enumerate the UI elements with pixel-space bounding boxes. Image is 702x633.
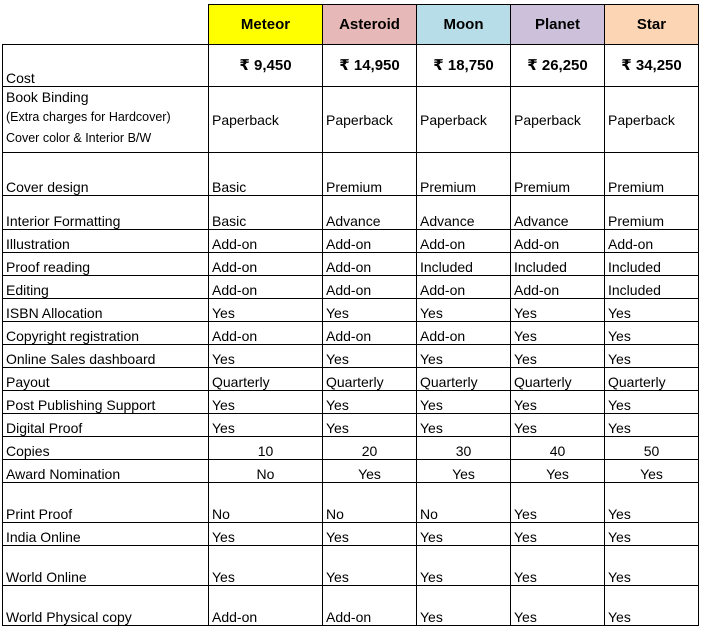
table-cell: 40 <box>511 437 605 460</box>
table-cell: Add-on <box>209 586 323 626</box>
row-label: Digital Proof <box>3 414 209 437</box>
table-row <box>3 437 699 460</box>
row-label: ISBN Allocation <box>3 299 209 322</box>
binding-row <box>3 87 699 153</box>
table-cell: Yes <box>209 546 323 586</box>
table-cell: Advance <box>417 196 511 230</box>
table-row <box>3 483 699 523</box>
table-cell: 30 <box>417 437 511 460</box>
table-cell: Advance <box>511 196 605 230</box>
cost-row <box>3 45 699 87</box>
table-row <box>3 322 699 345</box>
table-cell: Yes <box>511 586 605 626</box>
table-cell: 20 <box>323 437 417 460</box>
table-cell: Yes <box>511 345 605 368</box>
plan-header-meteor: Meteor <box>209 5 323 45</box>
table-cell: Add-on <box>209 253 323 276</box>
row-label: Print Proof <box>3 483 209 523</box>
row-label: Online Sales dashboard <box>3 345 209 368</box>
table-cell: Premium <box>511 153 605 196</box>
table-cell: Add-on <box>323 253 417 276</box>
table-row <box>3 523 699 546</box>
table-cell: Add-on <box>417 322 511 345</box>
table-cell: Yes <box>323 523 417 546</box>
table-cell: Add-on <box>417 276 511 299</box>
table-cell: Yes <box>417 546 511 586</box>
row-label: Copies <box>3 437 209 460</box>
binding-moon: Paperback <box>417 87 511 153</box>
table-cell: Included <box>605 253 699 276</box>
table-cell: Yes <box>511 460 605 483</box>
row-label: India Online <box>3 523 209 546</box>
binding-label-line3: Cover color & Interior B/W <box>6 131 152 145</box>
row-label: World Physical copy <box>3 586 209 626</box>
table-cell: Add-on <box>209 276 323 299</box>
table-cell: Yes <box>511 483 605 523</box>
table-cell: Premium <box>417 153 511 196</box>
cost-meteor: ₹ 9,450 <box>209 45 323 87</box>
table-cell: Yes <box>417 414 511 437</box>
table-row <box>3 153 699 196</box>
cost-label: Cost <box>3 45 209 87</box>
table-cell: Yes <box>417 391 511 414</box>
table-cell: Yes <box>323 391 417 414</box>
table-cell: Add-on <box>323 322 417 345</box>
table-cell: Yes <box>605 586 699 626</box>
table-cell: Yes <box>605 523 699 546</box>
table-cell: Yes <box>605 546 699 586</box>
row-label: Proof reading <box>3 253 209 276</box>
table-row <box>3 460 699 483</box>
table-cell: Included <box>417 253 511 276</box>
table-cell: Add-on <box>417 230 511 253</box>
table-cell: Basic <box>209 153 323 196</box>
table-cell: Basic <box>209 196 323 230</box>
table-cell: Yes <box>323 345 417 368</box>
feature-rows <box>3 153 699 626</box>
table-cell: Add-on <box>209 322 323 345</box>
table-cell: No <box>323 483 417 523</box>
table-cell: Yes <box>209 523 323 546</box>
table-cell: Quarterly <box>209 368 323 391</box>
table-cell: Yes <box>511 322 605 345</box>
table-row <box>3 230 699 253</box>
table-cell: Yes <box>605 299 699 322</box>
plan-header-moon: Moon <box>417 5 511 45</box>
table-cell: Add-on <box>511 230 605 253</box>
binding-label-line2: (Extra charges for Hardcover) <box>6 110 171 124</box>
table-cell: No <box>417 483 511 523</box>
table-cell: Yes <box>511 414 605 437</box>
table-cell: Quarterly <box>417 368 511 391</box>
table-cell: Yes <box>417 586 511 626</box>
row-label: Illustration <box>3 230 209 253</box>
row-label: World Online <box>3 546 209 586</box>
row-label: Payout <box>3 368 209 391</box>
table-row <box>3 196 699 230</box>
table-cell: Yes <box>605 322 699 345</box>
binding-label-line1: Book Binding <box>6 89 89 105</box>
row-label: Post Publishing Support <box>3 391 209 414</box>
table-cell: Yes <box>417 299 511 322</box>
table-cell: Quarterly <box>323 368 417 391</box>
row-label: Cover design <box>3 153 209 196</box>
table-row <box>3 299 699 322</box>
table-cell: Yes <box>417 460 511 483</box>
table-cell: Yes <box>209 414 323 437</box>
cost-moon: ₹ 18,750 <box>417 45 511 87</box>
table-cell: Yes <box>323 460 417 483</box>
table-row <box>3 414 699 437</box>
table-cell: Yes <box>511 523 605 546</box>
table-cell: No <box>209 483 323 523</box>
table-cell: Yes <box>605 391 699 414</box>
table-cell: Yes <box>511 391 605 414</box>
table-cell: Add-on <box>511 276 605 299</box>
row-label: Interior Formatting <box>3 196 209 230</box>
table-cell: Yes <box>209 345 323 368</box>
header-corner <box>3 5 209 45</box>
table-cell: Yes <box>209 299 323 322</box>
table-cell: Premium <box>605 196 699 230</box>
table-cell: Add-on <box>605 230 699 253</box>
binding-asteroid: Paperback <box>323 87 417 153</box>
table-cell: Quarterly <box>511 368 605 391</box>
table-cell: Advance <box>323 196 417 230</box>
table-row <box>3 276 699 299</box>
table-cell: Premium <box>605 153 699 196</box>
table-row <box>3 368 699 391</box>
table-cell: Yes <box>323 546 417 586</box>
binding-label <box>3 87 209 153</box>
table-cell: Yes <box>605 414 699 437</box>
header-row <box>3 5 699 45</box>
table-cell: Yes <box>323 414 417 437</box>
table-row <box>3 345 699 368</box>
table-cell: Add-on <box>323 586 417 626</box>
table-cell: Add-on <box>323 230 417 253</box>
table-cell: 50 <box>605 437 699 460</box>
table-cell: Yes <box>323 299 417 322</box>
table-row <box>3 391 699 414</box>
table-cell: Yes <box>605 460 699 483</box>
binding-planet: Paperback <box>511 87 605 153</box>
table-cell: Yes <box>511 299 605 322</box>
row-label: Copyright registration <box>3 322 209 345</box>
table-cell: Premium <box>323 153 417 196</box>
plan-header-star: Star <box>605 5 699 45</box>
table-cell: Included <box>511 253 605 276</box>
table-row <box>3 253 699 276</box>
cost-star: ₹ 34,250 <box>605 45 699 87</box>
row-label: Award Nomination <box>3 460 209 483</box>
table-cell: Add-on <box>323 276 417 299</box>
table-cell: Yes <box>605 483 699 523</box>
table-cell: Yes <box>417 523 511 546</box>
binding-star: Paperback <box>605 87 699 153</box>
table-cell: Yes <box>209 391 323 414</box>
table-cell: Included <box>605 276 699 299</box>
plan-header-asteroid: Asteroid <box>323 5 417 45</box>
table-cell: Quarterly <box>605 368 699 391</box>
cost-asteroid: ₹ 14,950 <box>323 45 417 87</box>
table-cell: 10 <box>209 437 323 460</box>
table-cell: Add-on <box>209 230 323 253</box>
table-row <box>3 546 699 586</box>
cost-planet: ₹ 26,250 <box>511 45 605 87</box>
pricing-table <box>2 4 699 626</box>
table-cell: Yes <box>417 345 511 368</box>
table-row <box>3 586 699 626</box>
table-cell: Yes <box>605 345 699 368</box>
row-label: Editing <box>3 276 209 299</box>
table-cell: Yes <box>511 546 605 586</box>
plan-header-planet: Planet <box>511 5 605 45</box>
table-cell: No <box>209 460 323 483</box>
binding-meteor: Paperback <box>209 87 323 153</box>
